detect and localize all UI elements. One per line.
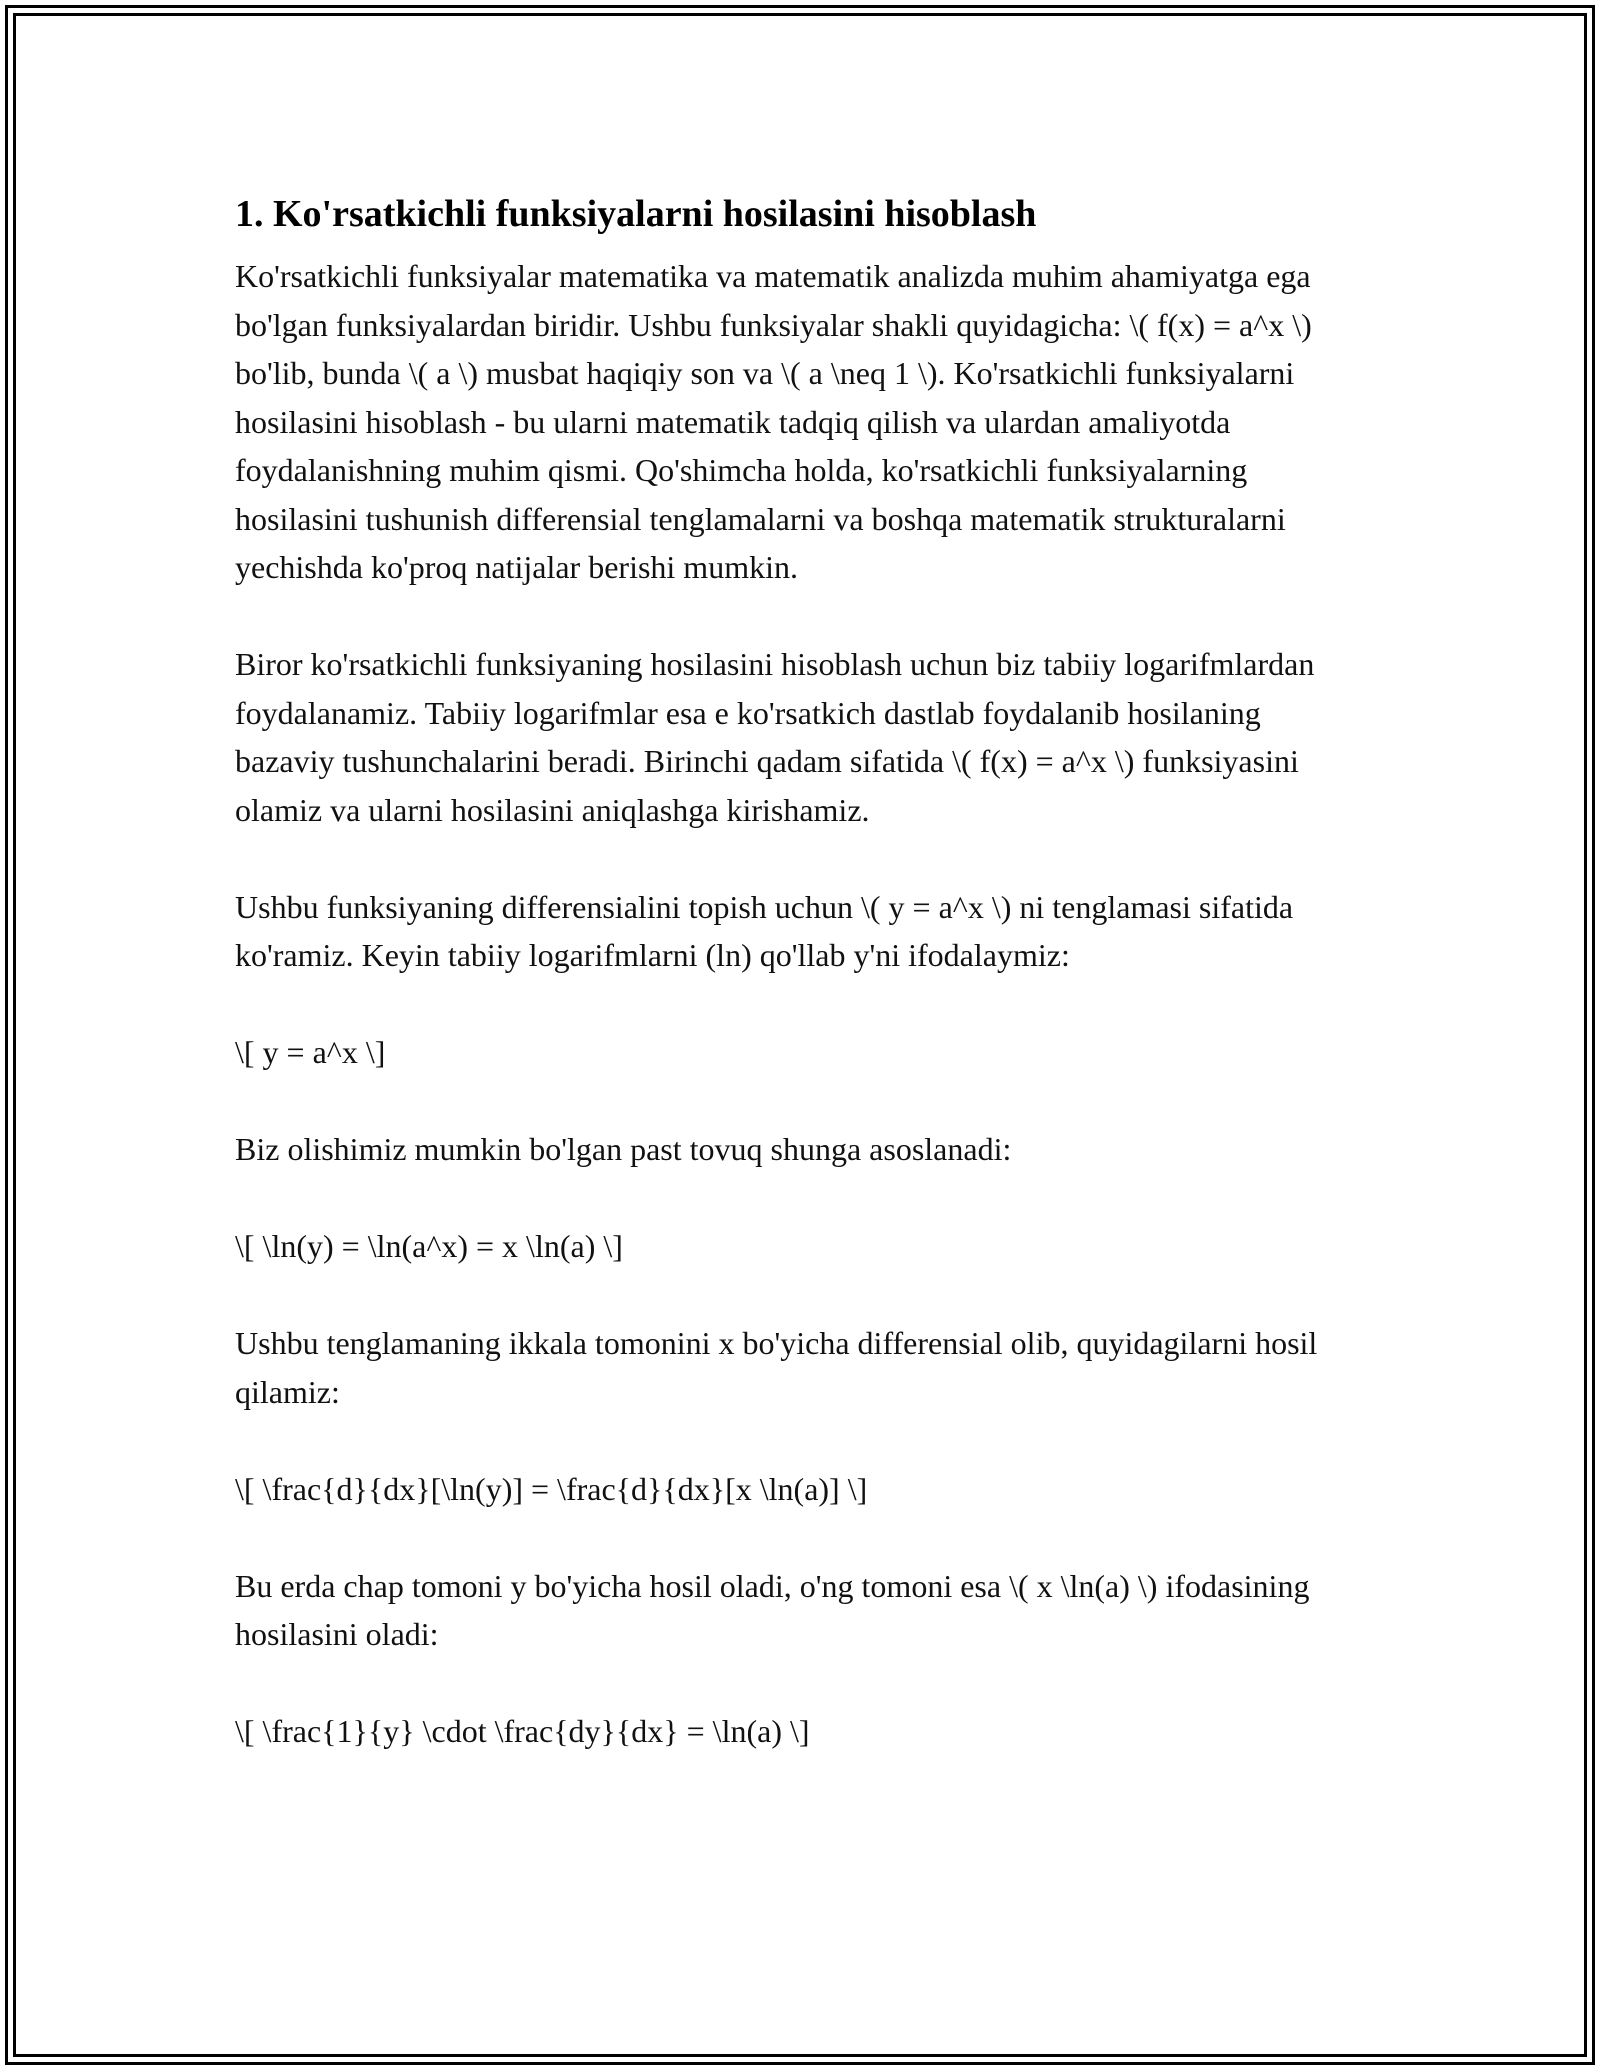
equation-ln: \[ \ln(y) = \ln(a^x) = x \ln(a) \]: [235, 1228, 623, 1264]
paragraph-method: Biror ko'rsatkichli funksiyaning hosilasini hisoblash uchun biz tabiiy logarifmlardan foydalanamiz. Tabiiy logarifmlar esa e ko'rsatkich dastlab foydalanib hosilaning bazaviy tushunchalarini beradi. Birinchi qadam sifatida \( f(x) = a^x \) funksiyasini olamiz va ularni hosilasini aniqlashga kirishamiz.: [235, 646, 1315, 828]
document-body: [235, 186, 1350, 1804]
paragraph-both-sides: Ushbu tenglamaning ikkala tomonini x bo'yicha differensial olib, quyidagilarni hosil qilamiz:: [235, 1325, 1318, 1410]
paragraph-left-right: Bu erda chap tomoni y bo'yicha hosil oladi, o'ng tomoni esa \( x \ln(a) \) ifodasining hosilasini oladi:: [235, 1567, 1310, 1652]
equation-result: \[ \frac{1}{y} \cdot \frac{dy}{dx} = \ln(a) \]: [235, 1713, 810, 1749]
equation-derivative: \[ \frac{d}{dx}[\ln(y)] = \frac{d}{dx}[x \ln(a)] \]: [235, 1470, 868, 1507]
paragraph-differential: Ushbu funksiyaning differensialini topish uchun \( y = a^x \) ni tenglamasi sifatida ko'ramiz. Keyin tabiiy logarifmlarni (ln) qo'llab y'ni ifodalaymiz:: [235, 888, 1294, 973]
paragraph-basis: Biz olishimiz mumkin bo'lgan past tovuq shunga asoslanadi:: [235, 1131, 1012, 1167]
section-heading: 1. Ko'rsatkichli funksiyalarni hosilasini hisoblash: [235, 193, 1037, 235]
equation-y-equals-a-x: \[ y = a^x \]: [235, 1034, 386, 1070]
paragraph-intro: Ko'rsatkichli funksiyalar matematika va matematik analizda muhim ahamiyatga ega bo'lgan funksiyalardan biridir. Ushbu funksiyalar shakli quyidagicha: \( f(x) = a^x \) bo'lib, bunda \( a \) musbat haqiqiy son va \( a \neq 1 \). Ko'rsatkichli funksiyalarni hosilasini hisoblash - bu ularni matematik tadqiq qilish va ulardan amaliyotda foydalanishning muhim qismi. Qo'shimcha holda, ko'rsatkichli funksiyalarning hosilasini tushunish differensial tenglamalarni va boshqa matematik strukturalarni yechishda ko'proq natijalar berishi mumkin.: [235, 258, 1312, 585]
